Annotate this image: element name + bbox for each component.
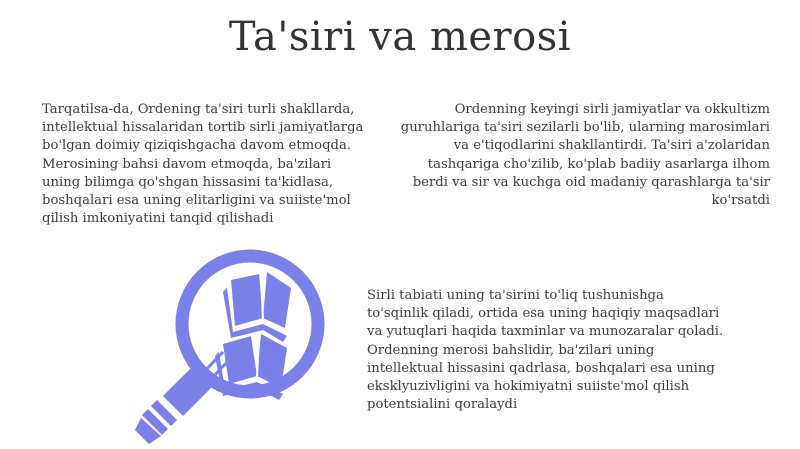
text-block-bottom: Sirli tabiati uning ta'sirini to'liq tushunishga to'sqinlik qiladi, ortida esa uning haqiqiy maqsadlari va yutuqlari haqida taxminlar va munozaralar qoladi. Ordenning merosi bahslidir, ba'zilari uning intellektual hissasini qadrlasa, boshqalari esa uning eksklyuzivligini va hokimiyatni suiiste'mol qilish potentsialini qoralaydi [367, 288, 724, 413]
lightbulb-book-icon [135, 244, 335, 444]
text-block-left: Tarqatilsa-da, Ordening ta'siri turli shakllarda, intellektual hissalaridan tortib sirli jamiyatlarga bo'lgan doimiy qiziqishgacha davom etmoqda. Merosining bahsi davom etmoqda, ba'zilari uning bilimga qo'shgan hissasini ta'kidlasa, boshqalari esa uning elitarligini va suiiste'mol qilish imkoniyatini tanqid qilishadi [42, 102, 364, 227]
text-block-right: Ordenning keyingi sirli jamiyatlar va okkultizm guruhlariga ta'siri sezilarli bo'lib, ularning marosimlari va e'tiqodlarini shakllantirdi. Ta'siri a'zolaridan tashqariga cho'zilib, ko'plab badiiy asarlarga ilhom berdi va sir va kuchga oid madaniy qarashlarga ta'sir ko'rsatdi [400, 102, 770, 209]
slide-title: Ta'siri va merosi [228, 14, 572, 60]
